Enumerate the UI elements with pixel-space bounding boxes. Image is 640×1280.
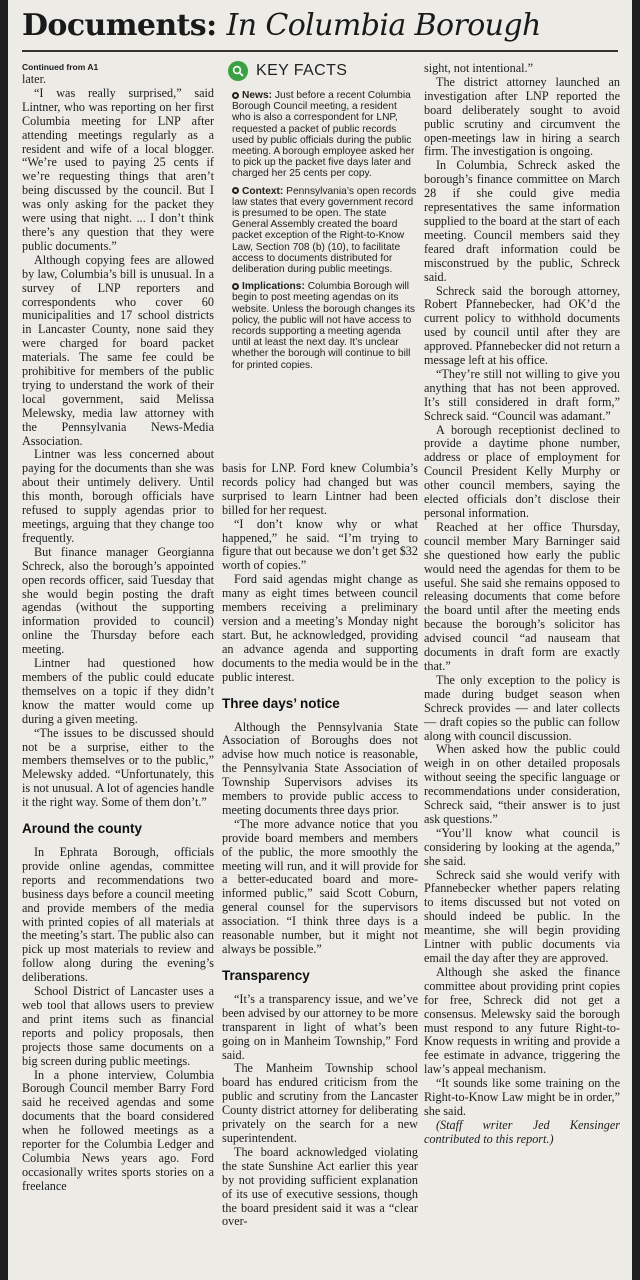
key-fact-text: Pennsylvania’s open records law states that every government record is presumed to be open. The state General Assembly created the board packet exception of the Right-to-Know Law, Section 708 (b) (10), to facilitate access to documents distributed for deliberation during public meetings. [232,185,417,276]
paragraph: Lintner had questioned how members of the public could educate themselves on a topic if they didn’t know the matter would come up during a given meeting. [22,656,214,726]
paragraph: The Manheim Township school board has endured criticism from the public and scrutiny from the Lancaster County district attorney for deliberating privately on the search for a new superintendent. [222,1061,418,1145]
key-facts-header [228,58,418,84]
headline-rule [22,50,618,52]
key-fact-text: Just before a recent Columbia Borough Council meeting, a resident who is also a correspondent for LNP, requested a packet of public records used by public officials during the public meeting. A borough employee asked her to pick up the packet five days later and charged her 25 cents per copy. [232,90,415,180]
key-fact-item [232,281,418,371]
key-fact-label: News: [242,90,273,101]
paragraph: In Ephrata Borough, officials provide online agendas, committee reports and recommendations two business days before a council meeting and provide members of the media with printed copies of all materials at the meeting’s start. The public also can pick up most materials to review and follow along during the evening’s deliberations. [22,845,214,985]
paragraph: “They’re still not willing to give you anything that has not been approved. It’s still considered in draft form,” Schreck said. “Council was adamant.” [424,366,620,423]
column-2 [222,462,418,1276]
paragraph: “You’ll know what council is considering by looking at the agenda,” she said. [424,825,620,868]
paragraph: Schreck said she would verify with Pfannebecker whether papers relating to items discussed but not voted on should indeed be public. In the meantime, she will begin providing Lintner with public documents via email the day after they are approved. [424,867,620,965]
paragraph: But finance manager Georgianna Schreck, also the borough’s appointed open records officer, said Tuesday that she would begin posting the draft agendas (without the supporting information provided to council) online the Thursday before each meeting. [22,544,214,657]
key-fact-item [232,90,418,180]
bullet-icon [232,92,239,99]
subhead-around-county: Around the county [22,821,142,837]
headline-sub: In Columbia Borough [226,8,541,43]
paragraph: The board acknowledged violating the state Sunshine Act earlier this year by not providing sufficient explanation of its use of executive sessions, though the board president said it was a “clear over- [222,1144,418,1229]
headline [22,8,622,54]
paragraph: Although she asked the finance committee about providing print copies for free, Schreck did not get a consensus. Melewsky said the borough must respond to any future Right-to-Know requests in writing and provide a fee estimate in advance, triggering the law’s appeal mechanism. [424,964,620,1077]
subhead-transparency: Transparency [222,967,310,983]
key-fact-label: Context: [242,185,284,197]
staff-credit: (Staff writer Jed Kensinger contributed to this report.) [424,1117,620,1146]
paragraph: “I don’t know why or what happened,” he said. “I’m trying to figure that out because we don’t get $32 worth of copies.” [222,516,418,573]
paragraph: “It’s a transparency issue, and we’ve been advised by our attorney to be more transparent in light of what’s been going on in Manheim Township,” Ford said. [222,991,418,1062]
continued-label: Continued from A1 [22,62,99,72]
paragraph: basis for LNP. Ford knew Columbia’s records policy had changed but was surprised to learn Lintner had been billed for her request. [222,462,418,517]
paragraph: Lintner was less concerned about paying for the documents than she was about their untimely delivery. Until this month, borough officials have refused to supply agendas prior to meetings, arguing that they change too frequently. [22,447,214,545]
paragraph: “It sounds like some training on the Right-to-Know Law might be in order,” she said. [424,1076,620,1118]
paragraph: The only exception to the policy is made during budget season when Schreck provides — and later collects — draft copies so the public can follow along with council discussion. [424,672,620,743]
bullet-icon [232,283,239,290]
paragraph: Schreck said the borough attorney, Robert Pfannebecker, had OK’d the current policy to withhold documents used by council until after they are approved. Pfannebecker did not return a message left at his office. [424,283,620,368]
headline-main: Documents: [22,8,217,43]
key-fact-item [232,186,418,276]
newspaper-page [8,0,632,1280]
key-fact-text: Columbia Borough will begin to post meeting agendas on its website. Unless the borough changes its policy, the public will not have access to records supporting a meeting agenda until at least the next day. It’s unclear whether the borough will continue to bill for printed copies. [232,281,415,371]
paragraph: When asked how the public could weigh in on other detailed proposals without seeing the specific language or recommendations under consideration, Schreck said, “their answer is to just ask questions.” [424,742,620,826]
paragraph: sight, not intentional.” [424,62,533,75]
paragraph: The district attorney launched an investigation after LNP reported the board deliberately sought to avoid public scrutiny and circumvent the open-meetings law in hiring a search firm. The investigation is ongoing. [424,74,620,159]
subhead-three-days-notice: Three days’ notice [222,695,340,711]
paragraph: later. [22,72,47,86]
paragraph: “The more advance notice that you provide board members and members of the public, the more smoothly the meeting will run, and it will provide for a better-educated board and more-informed public,” said Scott Coburn, general counsel for the supervisors association. “I think three days is a reasonable number, but it might not always be possible.” [222,816,418,956]
paragraph: “I was really surprised,” said Lintner, who was reporting on her first Columbia meeting for LNP after attending meetings regularly as a resident and wife of a local blogger. “We’re used to paying 25 cents if we’re requesting things that aren’t being discussed by the council. But I was only asking for the packet they were using that night. ... I don’t think there’s any question that they were public documents.” [22,85,214,253]
key-facts-box [222,58,418,458]
column-1 [22,62,214,1276]
paragraph: A borough receptionist declined to provide a daytime phone number, address or place of employment for Council President Kelly Murphy or other council members, saying the elected officials don’t disclose their personal information. [424,422,620,520]
paragraph: Reached at her office Thursday, council member Mary Barninger said she questioned how early the public would need the agendas for them to be useful. She said she remains opposed to releasing documents that come before the board until after the meeting ends because the borough’s solicitor has advised council “ad nauseam that documents in draft form are exactly that.” [424,519,620,673]
magnifier-icon [228,61,248,81]
column-3 [424,62,620,1276]
paragraph: In a phone interview, Columbia Borough Council member Barry Ford said he received agendas and some documents that the board considered when he followed meetings as a reporter for the Columbia Ledger and Columbia News years ago. Ford occasionally writes sports stories on a freelance [22,1067,214,1193]
paragraph: Although the Pennsylvania State Association of Boroughs does not advise how much notice is reasonable, the Pennsylvania State Association of Township Supervisors advises its members to provide public access to meeting documents three days prior. [222,719,418,817]
key-facts-title: KEY FACTS [256,62,348,79]
paragraph: Ford said agendas might change as many as eight times between council members receiving a preliminary version and a meeting’s Monday night start. But, he acknowledged, providing an advance agenda and supporting documents to the media would be in the public interest. [222,572,418,684]
paragraph: In Columbia, Schreck asked the borough’s finance committee on March 28 if she could give media representatives the same information supplied to the board at the start of each meeting. Council members said they feared draft information could be misconstrued by the public, Schreck said. [424,158,620,284]
paragraph: Although copying fees are allowed by law, Columbia’s bill is unusual. In a survey of LNP reporters and correspondents who cover 60 municipalities and 17 school districts in Lancaster County, none said they were charged for board packet materials. The same fee could be prohibitive for members of the public trying to understand the work of their local government, said Melissa Melewsky, media law attorney with the Pennsylvania News-Media Association. [22,252,214,448]
bullet-icon [232,187,239,194]
paragraph: School District of Lancaster uses a web tool that allows users to preview and print items such as financial reports and policy proposals, then projects those same documents on a big screen during public meetings. [22,984,214,1068]
paragraph: “The issues to be discussed should not be a surprise, either to the members themselves or to the public,” Melewsky added. “Unfortunately, this is not unusual. A lot of agencies handle it the right way. Some of them don’t.” [22,725,214,810]
key-fact-label: Implications: [242,281,305,293]
